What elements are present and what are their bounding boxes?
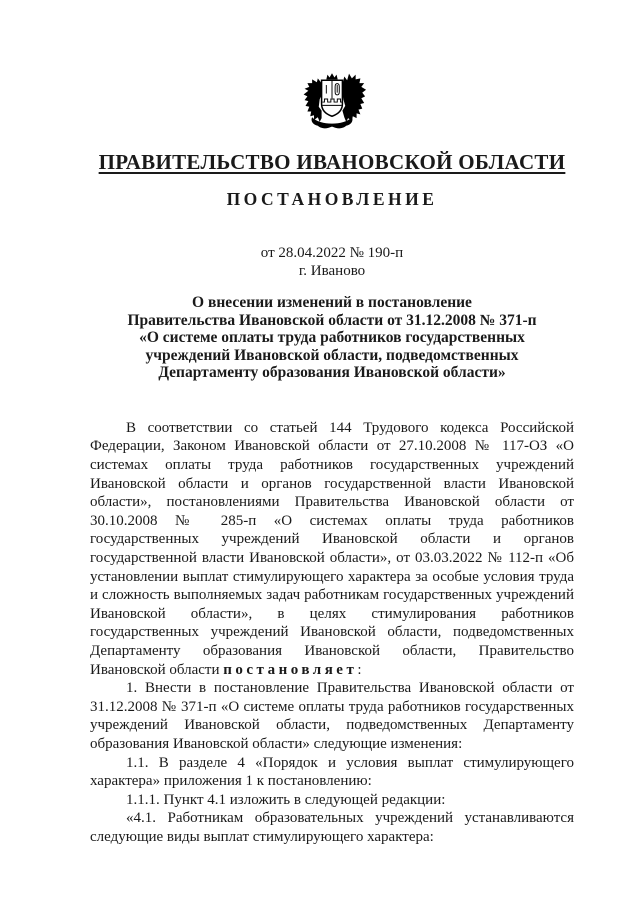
doc-title-line-4: учреждений Ивановской области, подведомственных	[145, 346, 519, 364]
coat-of-arms-ivanovo-oblast-icon	[90, 67, 574, 141]
doc-city: г. Иваново	[298, 263, 366, 280]
decree-word: постановляет	[223, 661, 358, 678]
paragraph-1-1: 1.1. В разделе 4 «Порядок и условия выплат стимулирующего характера» приложения 1 к постановлению:	[90, 754, 574, 790]
doc-type: ПОСТАНОВЛЕНИЕ	[226, 189, 438, 210]
paragraph-4-1: «4.1. Работникам образовательных учреждений устанавливаются следующие виды выплат стимулирующего характера:	[90, 810, 574, 845]
doc-title-line-1: О внесении изменений в постановление	[192, 294, 472, 312]
doc-title-line-3: «О системе оплаты труда работников государственных	[139, 329, 525, 347]
paragraph-1-1-1: 1.1.1. Пункт 4.1 изложить в следующей редакции:	[126, 791, 446, 808]
doc-title-line-5: Департаменту образования Ивановской области»	[158, 364, 506, 382]
paragraph-1: 1. Внести в постановление Правительства Ивановской области от 31.12.2008 № 371-п «О системе оплаты труда работников государственных учреждений Ивановской области, подведомственных Департаменту образования Ивановской области» следующие изменения:	[90, 680, 574, 752]
doc-body	[90, 419, 574, 847]
org-name: ПРАВИТЕЛЬСТВО ИВАНОВСКОЙ ОБЛАСТИ	[98, 150, 566, 174]
doc-date: от 28.04.2022 № 190-п	[260, 245, 404, 262]
doc-title	[90, 294, 574, 382]
decree-colon: :	[357, 661, 362, 678]
intro-paragraph	[90, 419, 574, 679]
doc-title-line-2: Правительства Ивановской области от 31.12.2008 № 371-п	[127, 311, 537, 329]
intro-text: В соответствии со статьей 144 Трудового кодекса Российской Федерации, Законом Ивановской области от 27.10.2008 № 117-ОЗ «О системах оплаты труда работников государственных учреждений Ивановской области и органов государственной власти Ивановской области», постановлениями Правительства Ивановской области от 30.10.2008 № 285-п «О системах оплаты труда работников государственных учреждений Ивановской области и органов государственной власти Ивановской области», от 03.03.2022 № 112-п «Об установлении выплат стимулирующего характера за особые условия труда и сложность выполняемых задач работникам государственных учреждений Ивановской области», в целях стимулирования работников государственных учреждений Ивановской области, подведомственных Департаменту образования Ивановской области, Правительство Ивановской области	[90, 419, 574, 678]
